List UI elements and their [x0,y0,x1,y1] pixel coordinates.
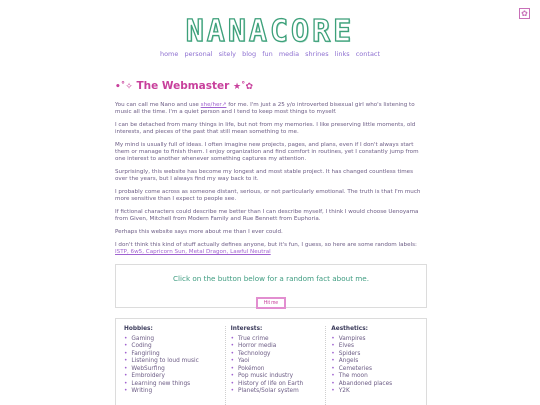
site-header [0,14,540,49]
list-item: • Learning new things [124,381,225,389]
about-paragraph-6: If fictional characters could describe me better than I can describe myself, I think I would choose Uenoyama from Given, Mitchell from Modern Family and Rue Bennett from Euphoria. [115,209,419,222]
column-title: Interests: [230,326,263,332]
about-paragraph-2: I can be detached from many things in life, but not from my memories. I like preserving little moments, old interests, and pieces of the past that still mean something to me. [115,122,416,135]
list-item: • Elves [331,343,426,351]
nav-fun[interactable]: fun [262,50,273,58]
about-text: I don't think this kind of stuff actually defines anyone, but it's fun, I guess, so here are some random labels: [115,242,417,248]
list-item: • Pop music industry [231,373,326,381]
about-text: You can call me Nano and use [115,102,201,108]
list-item: • Y2K [331,388,426,396]
about-paragraph-7: Perhaps this website says more about me than I ever could. [115,229,283,235]
random-fact-prompt: Click on the button below for a random fact about me. [173,274,369,283]
nav-links[interactable]: links [334,50,350,58]
main-content [115,80,427,405]
nav-media[interactable]: media [278,50,300,58]
list-item: • Gaming [124,336,225,344]
column-title: Hobbies: [124,326,153,332]
nav-home[interactable]: home [159,50,179,58]
list-item: • Technology [231,351,326,359]
interests-column [225,326,326,405]
site-logo[interactable]: NANACORE [185,14,355,49]
list-item: • Vampires [331,336,426,344]
list-item: • Pokémon [231,366,326,374]
list-item: • Coding [124,343,225,351]
about-paragraph-3: My mind is usually full of ideas. I often imagine new projects, pages, and plans, even if I don't always start them or manage to finish them. I enjoy organization and find comfort in routines, yet I constantly jump from one interest to another whenever something captures my attention. [115,142,419,162]
list-item: • History of life on Earth [231,381,326,389]
random-fact-box [115,264,427,308]
list-item: • Yaoi [231,358,326,366]
nav-personal[interactable]: personal [184,50,213,58]
star-icon: ★˚✿ [232,82,254,92]
column-title: Aesthetics: [331,326,368,332]
list-item: • Fangirling [124,351,225,359]
hobbies-column [124,326,225,405]
list-item: • True crime [231,336,326,344]
list-item: • Listening to loud music [124,358,225,366]
list-item: • Cemeteries [331,366,426,374]
nav-shrines[interactable]: shrines [305,50,329,58]
list-item: • Abandoned places [331,381,426,389]
flower-icon[interactable]: ✿ [519,8,530,19]
about-paragraph-8 [115,242,427,256]
section-title [115,80,427,92]
section-title-text: The Webmaster [136,80,230,92]
about-text: for me. I'm just a 25 y/o introverted bisexual girl who's listening to music all the time. I'm a quiet person and I tend to keep most things to myself. [115,102,415,115]
hit-me-button[interactable]: Hit me [256,297,286,309]
list-item: • Spiders [331,351,426,359]
list-item: • Embroidery [124,373,225,381]
pronouns-link[interactable]: she/her↗ [200,102,227,108]
nav-contact[interactable]: contact [355,50,381,58]
about-paragraph-1 [115,102,427,116]
nav-sitely[interactable]: sitely [218,50,237,58]
sparkle-icon: •˚✧ [115,82,133,92]
about-paragraph-5: I probably come across as someone distant, serious, or not particularly emotional. The truth is that I'm much more sensitive than I expect to people see. [115,189,421,202]
list-item: • WebSurfing [124,366,225,374]
aesthetics-column [325,326,426,405]
list-item: • Horror media [231,343,326,351]
interest-lists [115,318,427,405]
nav-blog[interactable]: blog [242,50,257,58]
list-item: • Angels [331,358,426,366]
main-nav [0,50,540,58]
labels-links[interactable]: ISTP, 6w5, Capricorn Sun, Metal Dragon, Lawful Neutral [115,249,271,255]
list-item: • Planets/Solar system [231,388,326,396]
about-paragraph-4: Surprisingly, this website has become my longest and most stable project. It has changed countless times over the years, but I always find my way back to it. [115,169,414,182]
list-item: • The moon [331,373,426,381]
list-item: • Writing [124,388,225,396]
